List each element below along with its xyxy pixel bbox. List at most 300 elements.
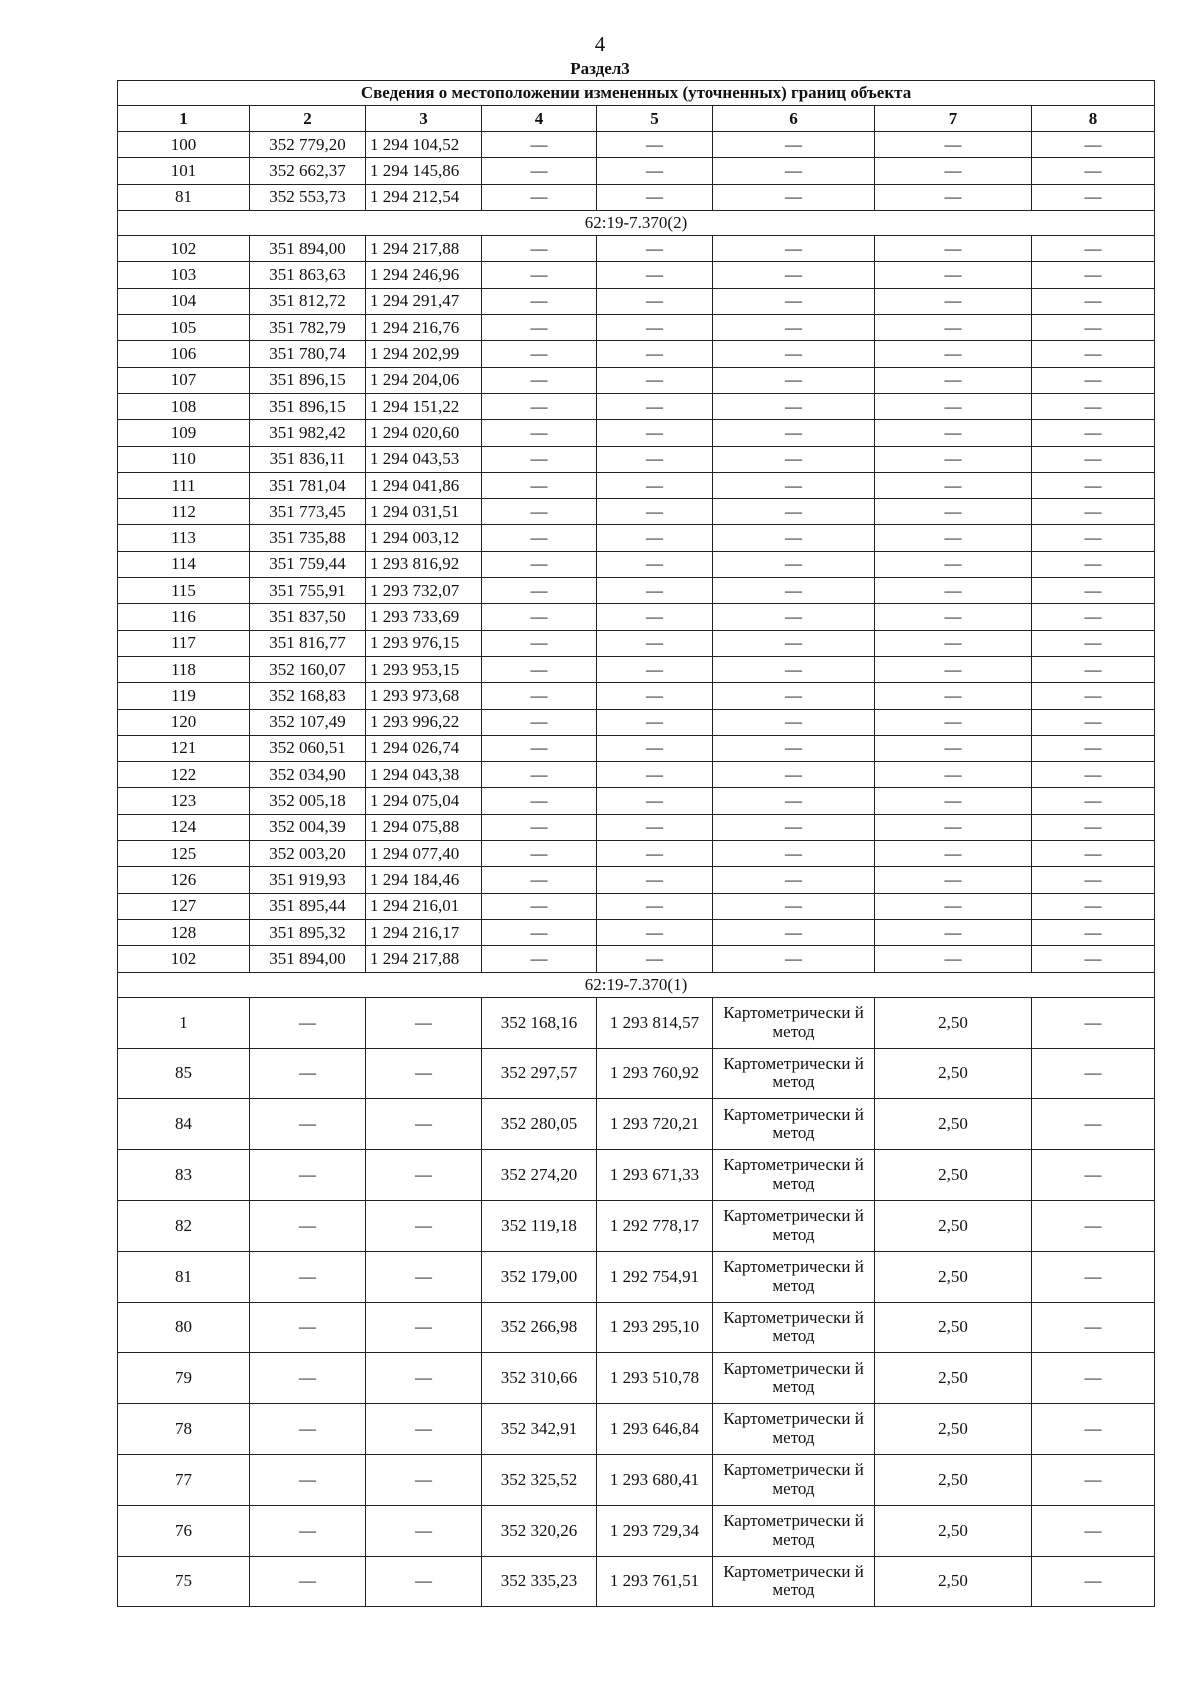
empty-dash: — [482, 867, 597, 893]
accuracy-value: 2,50 [875, 1200, 1032, 1251]
empty-dash: — [250, 1454, 366, 1505]
empty-dash: — [1032, 1251, 1155, 1302]
empty-dash: — [366, 1404, 482, 1455]
empty-dash: — [875, 525, 1032, 551]
point-number: 106 [118, 341, 250, 367]
accuracy-value: 2,50 [875, 1454, 1032, 1505]
table-row [118, 288, 1155, 314]
point-number: 77 [118, 1454, 250, 1505]
determination-method: Картометрически й метод [713, 1150, 875, 1201]
old-x-coordinate: 351 836,11 [250, 446, 366, 472]
old-y-coordinate: 1 294 077,40 [366, 841, 482, 867]
point-number: 75 [118, 1556, 250, 1607]
column-number: 8 [1032, 106, 1155, 132]
empty-dash: — [1032, 236, 1155, 262]
empty-dash: — [1032, 499, 1155, 525]
empty-dash: — [482, 315, 597, 341]
new-y-coordinate: 1 292 754,91 [597, 1251, 713, 1302]
empty-dash: — [713, 946, 875, 972]
empty-dash: — [875, 814, 1032, 840]
empty-dash: — [250, 1200, 366, 1251]
accuracy-value: 2,50 [875, 1150, 1032, 1201]
old-y-coordinate: 1 294 202,99 [366, 341, 482, 367]
empty-dash: — [482, 341, 597, 367]
accuracy-value: 2,50 [875, 1556, 1032, 1607]
empty-dash: — [1032, 814, 1155, 840]
old-y-coordinate: 1 294 216,17 [366, 919, 482, 945]
new-x-coordinate: 352 280,05 [482, 1099, 597, 1150]
old-x-coordinate: 352 160,07 [250, 656, 366, 682]
point-number: 1 [118, 997, 250, 1048]
point-number: 79 [118, 1353, 250, 1404]
empty-dash: — [482, 262, 597, 288]
empty-dash: — [1032, 341, 1155, 367]
point-number: 112 [118, 499, 250, 525]
empty-dash: — [1032, 762, 1155, 788]
new-x-coordinate: 352 335,23 [482, 1556, 597, 1607]
table-row [118, 525, 1155, 551]
empty-dash: — [482, 630, 597, 656]
column-number: 1 [118, 106, 250, 132]
empty-dash: — [713, 446, 875, 472]
new-y-coordinate: 1 293 720,21 [597, 1099, 713, 1150]
empty-dash: — [875, 551, 1032, 577]
new-x-coordinate: 352 266,98 [482, 1302, 597, 1353]
old-x-coordinate: 351 735,88 [250, 525, 366, 551]
empty-dash: — [713, 393, 875, 419]
new-y-coordinate: 1 293 729,34 [597, 1505, 713, 1556]
table-row [118, 1251, 1155, 1302]
empty-dash: — [597, 367, 713, 393]
empty-dash: — [1032, 578, 1155, 604]
empty-dash: — [366, 1505, 482, 1556]
old-y-coordinate: 1 294 217,88 [366, 946, 482, 972]
new-x-coordinate: 352 325,52 [482, 1454, 597, 1505]
empty-dash: — [482, 420, 597, 446]
old-x-coordinate: 352 553,73 [250, 184, 366, 210]
empty-dash: — [875, 132, 1032, 158]
old-x-coordinate: 352 005,18 [250, 788, 366, 814]
table-row [118, 315, 1155, 341]
empty-dash: — [250, 1251, 366, 1302]
empty-dash: — [713, 367, 875, 393]
old-x-coordinate: 352 779,20 [250, 132, 366, 158]
point-number: 82 [118, 1200, 250, 1251]
empty-dash: — [597, 788, 713, 814]
table-row [118, 1200, 1155, 1251]
table-caption: Сведения о местоположении измененных (уточненных) границ объекта [118, 81, 1155, 106]
empty-dash: — [597, 420, 713, 446]
old-y-coordinate: 1 294 041,86 [366, 472, 482, 498]
empty-dash: — [875, 367, 1032, 393]
empty-dash: — [1032, 1099, 1155, 1150]
table-row [118, 814, 1155, 840]
empty-dash: — [1032, 867, 1155, 893]
empty-dash: — [875, 315, 1032, 341]
empty-dash: — [597, 867, 713, 893]
empty-dash: — [713, 499, 875, 525]
new-y-coordinate: 1 293 295,10 [597, 1302, 713, 1353]
table-row [118, 341, 1155, 367]
new-y-coordinate: 1 293 680,41 [597, 1454, 713, 1505]
empty-dash: — [713, 604, 875, 630]
point-number: 80 [118, 1302, 250, 1353]
empty-dash: — [482, 158, 597, 184]
accuracy-value: 2,50 [875, 1404, 1032, 1455]
table-row [118, 1454, 1155, 1505]
empty-dash: — [482, 578, 597, 604]
old-x-coordinate: 351 812,72 [250, 288, 366, 314]
empty-dash: — [597, 393, 713, 419]
empty-dash: — [597, 236, 713, 262]
old-x-coordinate: 352 107,49 [250, 709, 366, 735]
table-row [118, 841, 1155, 867]
empty-dash: — [366, 1302, 482, 1353]
table-row [118, 867, 1155, 893]
table-row [118, 578, 1155, 604]
new-x-coordinate: 352 168,16 [482, 997, 597, 1048]
new-y-coordinate: 1 293 646,84 [597, 1404, 713, 1455]
point-number: 107 [118, 367, 250, 393]
empty-dash: — [875, 656, 1032, 682]
empty-dash: — [597, 184, 713, 210]
empty-dash: — [597, 341, 713, 367]
empty-dash: — [1032, 788, 1155, 814]
point-number: 124 [118, 814, 250, 840]
old-y-coordinate: 1 293 816,92 [366, 551, 482, 577]
table-row [118, 1048, 1155, 1099]
point-number: 81 [118, 184, 250, 210]
empty-dash: — [1032, 604, 1155, 630]
accuracy-value: 2,50 [875, 1505, 1032, 1556]
new-x-coordinate: 352 119,18 [482, 1200, 597, 1251]
point-number: 119 [118, 683, 250, 709]
empty-dash: — [597, 158, 713, 184]
table-row [118, 893, 1155, 919]
empty-dash: — [713, 315, 875, 341]
determination-method: Картометрически й метод [713, 1404, 875, 1455]
empty-dash: — [366, 1251, 482, 1302]
table-row [118, 630, 1155, 656]
empty-dash: — [597, 132, 713, 158]
empty-dash: — [597, 919, 713, 945]
point-number: 100 [118, 132, 250, 158]
point-number: 114 [118, 551, 250, 577]
old-y-coordinate: 1 294 031,51 [366, 499, 482, 525]
empty-dash: — [1032, 1353, 1155, 1404]
point-number: 115 [118, 578, 250, 604]
empty-dash: — [713, 525, 875, 551]
empty-dash: — [366, 1556, 482, 1607]
empty-dash: — [482, 946, 597, 972]
old-x-coordinate: 351 919,93 [250, 867, 366, 893]
empty-dash: — [713, 341, 875, 367]
empty-dash: — [713, 656, 875, 682]
empty-dash: — [250, 1048, 366, 1099]
table-row [118, 683, 1155, 709]
empty-dash: — [713, 236, 875, 262]
table-row [118, 656, 1155, 682]
group-label: 62:19-7.370(1) [118, 972, 1155, 997]
point-number: 81 [118, 1251, 250, 1302]
empty-dash: — [875, 919, 1032, 945]
table-row [118, 1302, 1155, 1353]
empty-dash: — [875, 288, 1032, 314]
empty-dash: — [597, 630, 713, 656]
point-number: 121 [118, 735, 250, 761]
empty-dash: — [875, 262, 1032, 288]
old-y-coordinate: 1 294 291,47 [366, 288, 482, 314]
point-number: 83 [118, 1150, 250, 1201]
empty-dash: — [1032, 919, 1155, 945]
group-label: 62:19-7.370(2) [118, 210, 1155, 235]
determination-method: Картометрически й метод [713, 1251, 875, 1302]
point-number: 128 [118, 919, 250, 945]
empty-dash: — [875, 735, 1032, 761]
table-row [118, 1505, 1155, 1556]
point-number: 85 [118, 1048, 250, 1099]
empty-dash: — [875, 893, 1032, 919]
determination-method: Картометрически й метод [713, 1200, 875, 1251]
empty-dash: — [1032, 1454, 1155, 1505]
empty-dash: — [875, 184, 1032, 210]
determination-method: Картометрически й метод [713, 1505, 875, 1556]
empty-dash: — [713, 735, 875, 761]
determination-method: Картометрически й метод [713, 1454, 875, 1505]
old-x-coordinate: 351 759,44 [250, 551, 366, 577]
empty-dash: — [482, 841, 597, 867]
old-y-coordinate: 1 293 732,07 [366, 578, 482, 604]
empty-dash: — [597, 499, 713, 525]
table-row [118, 1353, 1155, 1404]
empty-dash: — [1032, 1200, 1155, 1251]
new-x-coordinate: 352 297,57 [482, 1048, 597, 1099]
point-number: 101 [118, 158, 250, 184]
new-x-coordinate: 352 342,91 [482, 1404, 597, 1455]
empty-dash: — [597, 735, 713, 761]
old-y-coordinate: 1 293 733,69 [366, 604, 482, 630]
empty-dash: — [713, 420, 875, 446]
empty-dash: — [482, 236, 597, 262]
table-row [118, 709, 1155, 735]
determination-method: Картометрически й метод [713, 997, 875, 1048]
empty-dash: — [597, 262, 713, 288]
new-y-coordinate: 1 293 760,92 [597, 1048, 713, 1099]
determination-method: Картометрически й метод [713, 1556, 875, 1607]
empty-dash: — [1032, 525, 1155, 551]
empty-dash: — [1032, 1150, 1155, 1201]
empty-dash: — [1032, 841, 1155, 867]
new-x-coordinate: 352 320,26 [482, 1505, 597, 1556]
section-title: Раздел3 [570, 59, 630, 78]
empty-dash: — [250, 1505, 366, 1556]
old-x-coordinate: 351 894,00 [250, 236, 366, 262]
column-number: 6 [713, 106, 875, 132]
accuracy-value: 2,50 [875, 1302, 1032, 1353]
point-number: 113 [118, 525, 250, 551]
old-x-coordinate: 352 003,20 [250, 841, 366, 867]
old-x-coordinate: 351 896,15 [250, 367, 366, 393]
empty-dash: — [366, 1353, 482, 1404]
empty-dash: — [482, 132, 597, 158]
empty-dash: — [713, 551, 875, 577]
accuracy-value: 2,50 [875, 1099, 1032, 1150]
empty-dash: — [597, 604, 713, 630]
column-number-row [118, 106, 1155, 132]
empty-dash: — [713, 262, 875, 288]
empty-dash: — [713, 762, 875, 788]
empty-dash: — [713, 132, 875, 158]
empty-dash: — [366, 1200, 482, 1251]
group-row [118, 972, 1155, 997]
empty-dash: — [482, 814, 597, 840]
column-number: 5 [597, 106, 713, 132]
point-number: 105 [118, 315, 250, 341]
empty-dash: — [1032, 709, 1155, 735]
new-y-coordinate: 1 293 671,33 [597, 1150, 713, 1201]
empty-dash: — [482, 551, 597, 577]
empty-dash: — [597, 841, 713, 867]
empty-dash: — [875, 158, 1032, 184]
empty-dash: — [482, 288, 597, 314]
empty-dash: — [1032, 1302, 1155, 1353]
empty-dash: — [1032, 262, 1155, 288]
point-number: 110 [118, 446, 250, 472]
page-number: 4 [594, 32, 606, 56]
empty-dash: — [597, 525, 713, 551]
new-x-coordinate: 352 274,20 [482, 1150, 597, 1201]
empty-dash: — [482, 604, 597, 630]
empty-dash: — [875, 867, 1032, 893]
empty-dash: — [597, 446, 713, 472]
table-row [118, 393, 1155, 419]
empty-dash: — [597, 814, 713, 840]
empty-dash: — [597, 656, 713, 682]
old-y-coordinate: 1 294 216,76 [366, 315, 482, 341]
empty-dash: — [1032, 367, 1155, 393]
empty-dash: — [597, 551, 713, 577]
empty-dash: — [366, 1099, 482, 1150]
point-number: 78 [118, 1404, 250, 1455]
new-x-coordinate: 352 310,66 [482, 1353, 597, 1404]
empty-dash: — [713, 893, 875, 919]
old-y-coordinate: 1 293 953,15 [366, 656, 482, 682]
old-y-coordinate: 1 294 104,52 [366, 132, 482, 158]
table-row [118, 184, 1155, 210]
old-y-coordinate: 1 294 043,53 [366, 446, 482, 472]
table-row [118, 946, 1155, 972]
empty-dash: — [875, 604, 1032, 630]
empty-dash: — [482, 393, 597, 419]
point-number: 117 [118, 630, 250, 656]
old-y-coordinate: 1 294 216,01 [366, 893, 482, 919]
point-number: 125 [118, 841, 250, 867]
old-x-coordinate: 351 781,04 [250, 472, 366, 498]
empty-dash: — [1032, 997, 1155, 1048]
empty-dash: — [366, 997, 482, 1048]
empty-dash: — [1032, 288, 1155, 314]
empty-dash: — [482, 499, 597, 525]
empty-dash: — [713, 578, 875, 604]
empty-dash: — [1032, 132, 1155, 158]
empty-dash: — [250, 997, 366, 1048]
empty-dash: — [875, 788, 1032, 814]
empty-dash: — [482, 919, 597, 945]
empty-dash: — [482, 788, 597, 814]
column-number: 3 [366, 106, 482, 132]
point-number: 120 [118, 709, 250, 735]
empty-dash: — [1032, 1505, 1155, 1556]
point-number: 122 [118, 762, 250, 788]
empty-dash: — [875, 420, 1032, 446]
old-x-coordinate: 351 837,50 [250, 604, 366, 630]
old-y-coordinate: 1 294 043,38 [366, 762, 482, 788]
empty-dash: — [482, 762, 597, 788]
empty-dash: — [482, 735, 597, 761]
accuracy-value: 2,50 [875, 997, 1032, 1048]
coordinates-table [117, 80, 1155, 1607]
column-number: 2 [250, 106, 366, 132]
table-row [118, 420, 1155, 446]
table-row [118, 236, 1155, 262]
empty-dash: — [1032, 446, 1155, 472]
empty-dash: — [597, 762, 713, 788]
empty-dash: — [875, 578, 1032, 604]
accuracy-value: 2,50 [875, 1353, 1032, 1404]
point-number: 102 [118, 946, 250, 972]
old-x-coordinate: 351 816,77 [250, 630, 366, 656]
determination-method: Картометрически й метод [713, 1099, 875, 1150]
empty-dash: — [1032, 472, 1155, 498]
old-y-coordinate: 1 294 003,12 [366, 525, 482, 551]
empty-dash: — [713, 158, 875, 184]
empty-dash: — [875, 499, 1032, 525]
point-number: 127 [118, 893, 250, 919]
empty-dash: — [366, 1048, 482, 1099]
empty-dash: — [366, 1454, 482, 1505]
new-y-coordinate: 1 292 778,17 [597, 1200, 713, 1251]
point-number: 102 [118, 236, 250, 262]
empty-dash: — [1032, 315, 1155, 341]
empty-dash: — [250, 1150, 366, 1201]
empty-dash: — [482, 184, 597, 210]
empty-dash: — [713, 814, 875, 840]
empty-dash: — [713, 841, 875, 867]
old-y-coordinate: 1 294 212,54 [366, 184, 482, 210]
table-row [118, 367, 1155, 393]
table-row [118, 1556, 1155, 1607]
empty-dash: — [1032, 946, 1155, 972]
empty-dash: — [250, 1099, 366, 1150]
old-y-coordinate: 1 293 973,68 [366, 683, 482, 709]
empty-dash: — [482, 709, 597, 735]
old-y-coordinate: 1 294 184,46 [366, 867, 482, 893]
empty-dash: — [1032, 393, 1155, 419]
old-y-coordinate: 1 294 145,86 [366, 158, 482, 184]
empty-dash: — [713, 184, 875, 210]
empty-dash: — [482, 525, 597, 551]
empty-dash: — [482, 656, 597, 682]
accuracy-value: 2,50 [875, 1048, 1032, 1099]
old-x-coordinate: 351 894,00 [250, 946, 366, 972]
old-x-coordinate: 351 863,63 [250, 262, 366, 288]
determination-method: Картометрически й метод [713, 1353, 875, 1404]
old-x-coordinate: 351 782,79 [250, 315, 366, 341]
empty-dash: — [482, 446, 597, 472]
empty-dash: — [1032, 420, 1155, 446]
empty-dash: — [875, 472, 1032, 498]
empty-dash: — [482, 893, 597, 919]
